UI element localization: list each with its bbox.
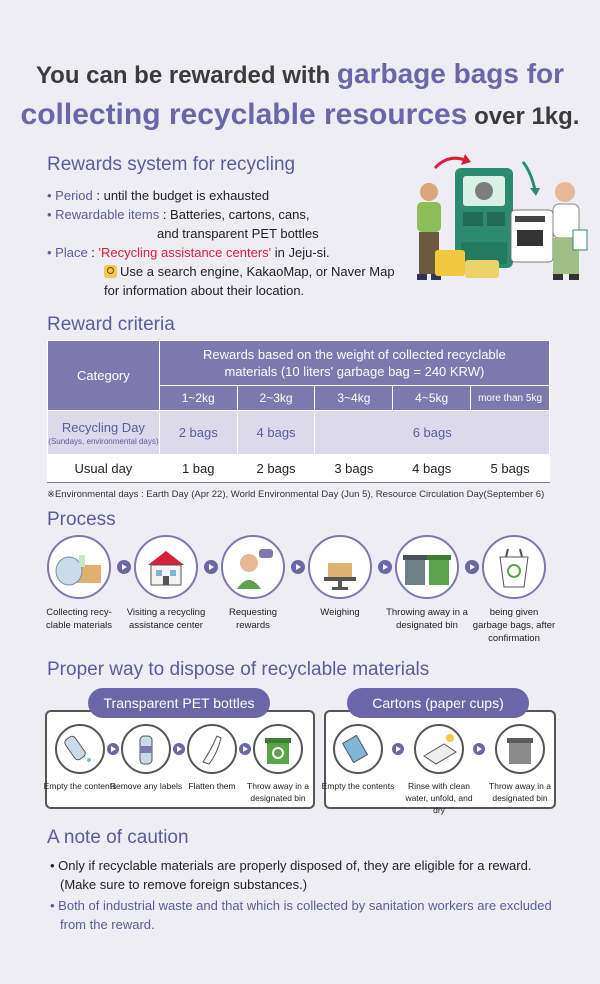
- weight-header: Rewards based on the weight of collected recyclable materials (10 liters' garbage bag = 240 KRW): [159, 341, 549, 386]
- recycling-day-label: Recycling Day: [61, 419, 145, 435]
- bins-icon: [397, 537, 457, 597]
- process-arrow-1: [117, 560, 131, 574]
- process-arrow-3: [291, 560, 305, 574]
- pet-step-4: [253, 724, 303, 774]
- pet-arrow-1: [107, 743, 119, 755]
- process-step-1: [47, 535, 111, 599]
- process-title: Process: [47, 509, 116, 530]
- caution-item-1: • Only if recyclable materials are properly disposed of, they are eligible for a reward. (Make sure to remove foreign substances.): [50, 858, 532, 892]
- rewards-system-list: [47, 186, 395, 300]
- caution-title: A note of caution: [47, 827, 189, 848]
- pet-label-3: Flatten them: [188, 781, 236, 791]
- process-arrow-4: [378, 560, 392, 574]
- pet-title: Transparent PET bottles: [88, 688, 270, 718]
- items-value-2: and transparent PET bottles: [157, 226, 319, 241]
- usual-day-value-3: 3 bags: [315, 455, 393, 483]
- process-step-2: [134, 535, 198, 599]
- pet-step-3: [187, 724, 237, 774]
- process-label-4: Weighing: [320, 607, 360, 618]
- usual-day-value-4: 4 bags: [393, 455, 471, 483]
- process-label-5: Throwing away in a designated bin: [386, 607, 468, 631]
- usual-day-value-1: 1 bag: [159, 455, 237, 483]
- process-step-6: [482, 535, 546, 599]
- pour-bottle-icon: [57, 726, 103, 772]
- process-arrow-5: [465, 560, 479, 574]
- carton-bin-icon: [497, 726, 543, 772]
- recycling-day-value-3: 6 bags: [315, 411, 550, 455]
- pet-arrow-2: [173, 743, 185, 755]
- process-label-2: Visiting a recycling assistance center: [126, 607, 206, 631]
- recycling-machine-illustration: [403, 150, 593, 295]
- usual-day-value-5: 5 bags: [471, 455, 550, 483]
- period-value: : until the budget is exhausted: [92, 188, 270, 203]
- recycle-bin-icon: [255, 726, 301, 772]
- pour-carton-icon: [335, 726, 381, 772]
- pet-label-2: Remove any labels: [109, 781, 183, 791]
- weight-col-3: 3~4kg: [315, 386, 393, 411]
- headline-part3: collecting recyclable resources: [20, 98, 468, 131]
- carton-step-3: [495, 724, 545, 774]
- process-label-3: Requesting rewards: [228, 607, 278, 631]
- pet-label-4: Throw away in a designated bin: [247, 781, 309, 803]
- dispose-title: Proper way to dispose of recyclable materials: [47, 659, 430, 680]
- carton-label-3: Throw away in a designated bin: [489, 781, 551, 803]
- category-header: Category: [48, 341, 160, 411]
- weight-col-4: 4~5kg: [393, 386, 471, 411]
- recycling-day-value-2: 4 bags: [237, 411, 315, 455]
- caution-list: [50, 856, 570, 934]
- period-label: • Period: [47, 188, 93, 203]
- process-arrow-2: [204, 560, 218, 574]
- items-value: : Batteries, cartons, cans,: [159, 207, 310, 222]
- process-step-3: [221, 535, 285, 599]
- rewards-system-title: Rewards system for recycling: [47, 154, 296, 175]
- bag-icon: [484, 537, 544, 597]
- building-icon: [136, 537, 196, 597]
- headline-part2: garbage bags for: [336, 58, 565, 89]
- recycling-day-cell: [48, 411, 160, 455]
- place-rest: in Jeju-si.: [271, 245, 330, 260]
- process-label-1: Collecting recy-clable materials: [46, 607, 112, 631]
- carton-arrow-2: [473, 743, 485, 755]
- place-highlight: 'Recycling assistance centers': [98, 245, 272, 260]
- items-label: • Rewardable items: [47, 207, 160, 222]
- recyclables-icon: [49, 537, 109, 597]
- staff-icon: [223, 537, 283, 597]
- recycling-day-note: (Sundays, environmental days): [48, 436, 159, 446]
- environmental-days-note: ※Environmental days : Earth Day (Apr 22), World Environmental Day (Jun 5), Resource Circulation Day(September 6): [47, 489, 545, 500]
- scale-icon: [310, 537, 370, 597]
- headline: [0, 56, 600, 138]
- bottle-label-icon: [123, 726, 169, 772]
- weight-col-2: 2~3kg: [237, 386, 315, 411]
- process-label-6: being given garbage bags, after confirmation: [472, 607, 556, 644]
- headline-part1: You can be rewarded with: [35, 62, 337, 89]
- process-step-4: [308, 535, 372, 599]
- unfold-dry-icon: [416, 726, 462, 772]
- location-note-2: for information about their location.: [104, 283, 305, 298]
- location-note-1: Use a search engine, KakaoMap, or Naver Map: [120, 264, 395, 279]
- search-icon: [104, 265, 117, 278]
- place-sep: :: [87, 245, 99, 260]
- weight-col-1: 1~2kg: [159, 386, 237, 411]
- pet-step-2: [121, 724, 171, 774]
- carton-step-1: [333, 724, 383, 774]
- headline-part4: over 1kg.: [467, 103, 580, 130]
- process-step-5: [395, 535, 459, 599]
- pet-arrow-3: [239, 743, 251, 755]
- carton-label-1: Empty the contents: [321, 781, 395, 791]
- cartons-title: Cartons (paper cups): [347, 688, 529, 718]
- pet-step-1: [55, 724, 105, 774]
- recycling-day-value-1: 2 bags: [159, 411, 237, 455]
- caution-item-2: • Both of industrial waste and that which is collected by sanitation workers are excluded from the reward.: [50, 898, 552, 932]
- weight-col-5: more than 5kg: [471, 386, 550, 411]
- usual-day-value-2: 2 bags: [237, 455, 315, 483]
- place-label: • Place: [47, 245, 88, 260]
- reward-criteria-table: [47, 340, 550, 483]
- pet-label-1: Empty the contents: [43, 781, 117, 791]
- carton-arrow-1: [392, 743, 404, 755]
- flatten-icon: [189, 726, 235, 772]
- usual-day-label: Usual day: [48, 455, 160, 483]
- carton-label-2: Rinse with clean water, unfold, and dry: [405, 781, 473, 815]
- reward-criteria-title: Reward criteria: [47, 314, 175, 335]
- carton-step-2: [414, 724, 464, 774]
